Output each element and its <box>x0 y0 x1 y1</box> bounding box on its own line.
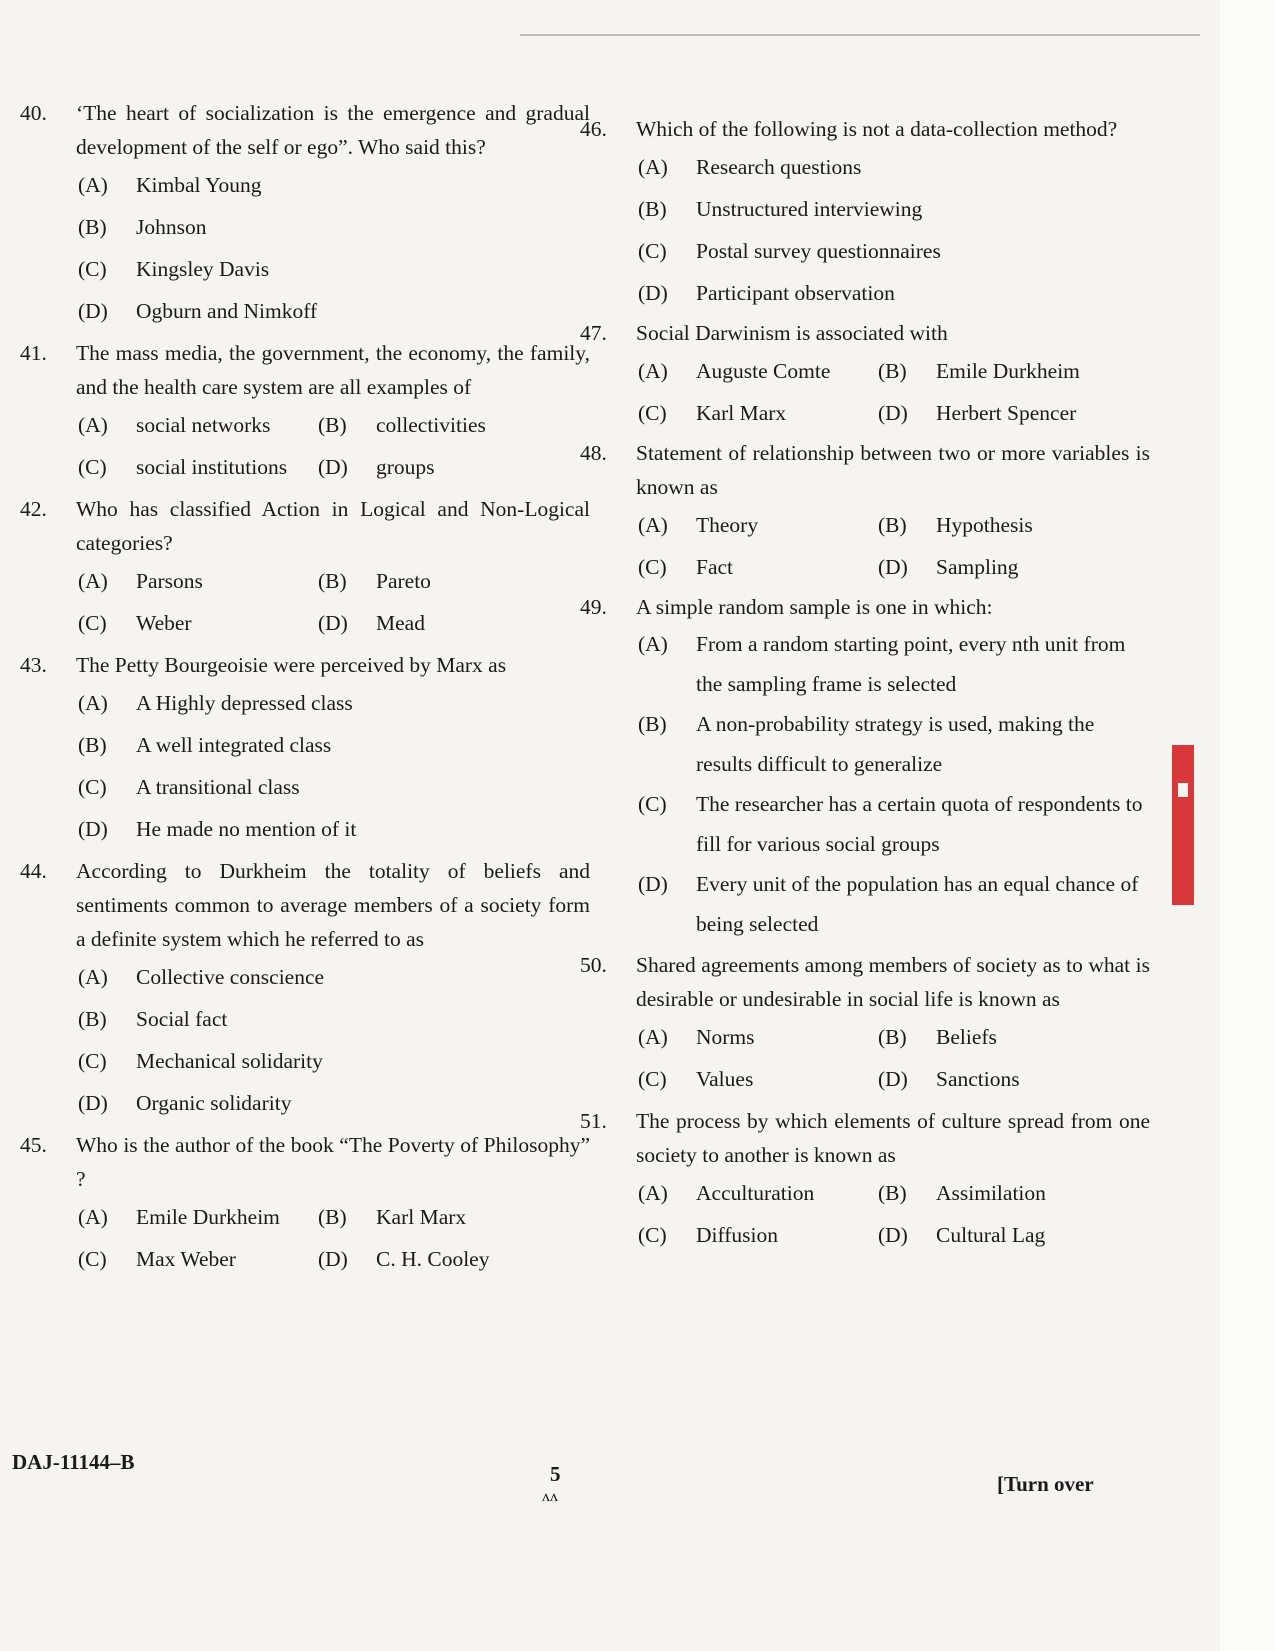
question-text: Who is the author of the book “The Poverty of Philosophy” ? <box>76 1133 590 1191</box>
question-number: 40. <box>20 101 47 125</box>
options <box>20 560 590 644</box>
option-c[interactable]: (C) Kingsley Davis <box>78 257 270 281</box>
options <box>20 682 590 850</box>
question-number: 49. <box>580 595 607 619</box>
page-mark-icon: ʌʌ <box>542 1488 558 1505</box>
turn-over-label: [Turn over <box>997 1472 1094 1496</box>
question-51 <box>580 1104 1150 1256</box>
option-c[interactable]: (C) The researcher has a certain quota of respondents to fill for various social groups <box>638 792 1143 856</box>
question-number: 48. <box>580 441 607 465</box>
options <box>20 164 590 332</box>
option-b[interactable]: (B) A well integrated class <box>78 733 332 757</box>
paper-code: DAJ-11144–B <box>12 1450 135 1474</box>
options <box>580 504 1150 588</box>
option-b[interactable]: (B) Johnson <box>78 215 207 239</box>
option-d[interactable]: (D) Mead <box>318 611 425 635</box>
option-c[interactable]: (C) Karl Marx <box>638 401 787 425</box>
option-c[interactable]: (C) Weber <box>78 611 192 635</box>
option-a[interactable]: (A) Kimbal Young <box>78 173 262 197</box>
option-c[interactable]: (C) social institutions <box>78 455 288 479</box>
option-d[interactable]: (D) groups <box>318 455 435 479</box>
option-d[interactable]: (D) Herbert Spencer <box>878 401 1077 425</box>
options <box>20 404 590 488</box>
option-b[interactable]: (B) Emile Durkheim <box>878 359 1080 383</box>
option-b[interactable]: (B) Social fact <box>78 1007 228 1031</box>
question-text: The mass media, the government, the economy, the family, and the health care system are all examples of <box>76 341 590 399</box>
options <box>20 1196 590 1280</box>
question-46 <box>580 112 1150 314</box>
option-b[interactable]: (B) Pareto <box>318 569 431 593</box>
red-margin-mark <box>1172 745 1194 905</box>
option-a[interactable]: (A) Collective conscience <box>78 965 325 989</box>
option-a[interactable]: (A) Acculturation <box>638 1181 815 1205</box>
question-text: The process by which elements of culture spread from one society to another is known as <box>636 1109 1150 1167</box>
option-a[interactable]: (A) Parsons <box>78 569 203 593</box>
question-number: 43. <box>20 653 47 677</box>
options <box>580 624 1150 944</box>
question-50 <box>580 948 1150 1100</box>
question-text: Which of the following is not a data-collection method? <box>636 117 1118 141</box>
question-text: The Petty Bourgeoisie were perceived by Marx as <box>76 653 507 677</box>
option-d[interactable]: (D) He made no mention of it <box>78 817 357 841</box>
option-a[interactable]: (A) Research questions <box>638 155 862 179</box>
options <box>580 146 1150 314</box>
option-c[interactable]: (C) A transitional class <box>78 775 300 799</box>
option-d[interactable]: (D) C. H. Cooley <box>318 1247 490 1271</box>
question-number: 41. <box>20 341 47 365</box>
option-d[interactable]: (D) Sanctions <box>878 1067 1020 1091</box>
option-b[interactable]: (B) Hypothesis <box>878 513 1033 537</box>
option-b[interactable]: (B) Karl Marx <box>318 1205 467 1229</box>
option-b[interactable]: (B) A non-probability strategy is used, making the results difficult to generalize <box>638 712 1095 776</box>
question-47 <box>580 316 1150 434</box>
option-b[interactable]: (B) collectivities <box>318 413 486 437</box>
top-rule <box>520 34 1200 36</box>
option-d[interactable]: (D) Every unit of the population has an equal chance of being selected <box>638 872 1139 936</box>
question-number: 50. <box>580 953 607 977</box>
left-column <box>20 96 590 1280</box>
question-text: Who has classified Action in Logical and Non-Logical categories? <box>76 497 590 555</box>
option-a[interactable]: (A) Norms <box>638 1025 755 1049</box>
page-footer <box>12 1450 1112 1510</box>
option-a[interactable]: (A) Auguste Comte <box>638 359 831 383</box>
option-b[interactable]: (B) Assimilation <box>878 1181 1046 1205</box>
option-d[interactable]: (D) Sampling <box>878 555 1019 579</box>
option-d[interactable]: (D) Cultural Lag <box>878 1223 1046 1247</box>
question-text: ‘The heart of socialization is the emergence and gradual development of the self or ego”. Who said this? <box>76 101 590 159</box>
option-d[interactable]: (D) Participant observation <box>638 281 895 305</box>
option-a[interactable]: (A) social networks <box>78 413 271 437</box>
option-c[interactable]: (C) Mechanical solidarity <box>78 1049 323 1073</box>
page-number: 5 <box>550 1462 561 1486</box>
question-45 <box>20 1128 590 1280</box>
question-number: 51. <box>580 1109 607 1133</box>
question-text: Social Darwinism is associated with <box>636 321 948 345</box>
question-text: A simple random sample is one in which: <box>636 595 993 619</box>
question-44 <box>20 854 590 1124</box>
options <box>580 1172 1150 1256</box>
option-a[interactable]: (A) Emile Durkheim <box>78 1205 280 1229</box>
option-c[interactable]: (C) Values <box>638 1067 754 1091</box>
option-a[interactable]: (A) Theory <box>638 513 759 537</box>
option-c[interactable]: (C) Diffusion <box>638 1223 779 1247</box>
page-edge <box>1220 0 1275 1651</box>
question-number: 45. <box>20 1133 47 1157</box>
option-b[interactable]: (B) Unstructured interviewing <box>638 197 923 221</box>
option-d[interactable]: (D) Organic solidarity <box>78 1091 292 1115</box>
option-c[interactable]: (C) Max Weber <box>78 1247 236 1271</box>
option-c[interactable]: (C) Postal survey questionnaires <box>638 239 941 263</box>
question-40 <box>20 96 590 332</box>
option-c[interactable]: (C) Fact <box>638 555 734 579</box>
right-column <box>580 112 1150 1256</box>
question-number: 47. <box>580 321 607 345</box>
options <box>20 956 590 1124</box>
option-b[interactable]: (B) Beliefs <box>878 1025 997 1049</box>
question-41 <box>20 336 590 488</box>
question-number: 46. <box>580 117 607 141</box>
option-d[interactable]: (D) Ogburn and Nimkoff <box>78 299 318 323</box>
question-49 <box>580 590 1150 944</box>
question-number: 42. <box>20 497 47 521</box>
option-a[interactable]: (A) A Highly depressed class <box>78 691 353 715</box>
option-a[interactable]: (A) From a random starting point, every nth unit from the sampling frame is selected <box>638 632 1126 696</box>
question-42 <box>20 492 590 644</box>
question-text: Shared agreements among members of society as to what is desirable or undesirable in social life is known as <box>636 953 1150 1011</box>
question-text: According to Durkheim the totality of beliefs and sentiments common to average members of a society form a definite system which he referred to as <box>76 859 590 951</box>
question-number: 44. <box>20 859 47 883</box>
options <box>580 350 1150 434</box>
question-43 <box>20 648 590 850</box>
question-48 <box>580 436 1150 588</box>
options <box>580 1016 1150 1100</box>
question-text: Statement of relationship between two or more variables is known as <box>636 441 1150 499</box>
